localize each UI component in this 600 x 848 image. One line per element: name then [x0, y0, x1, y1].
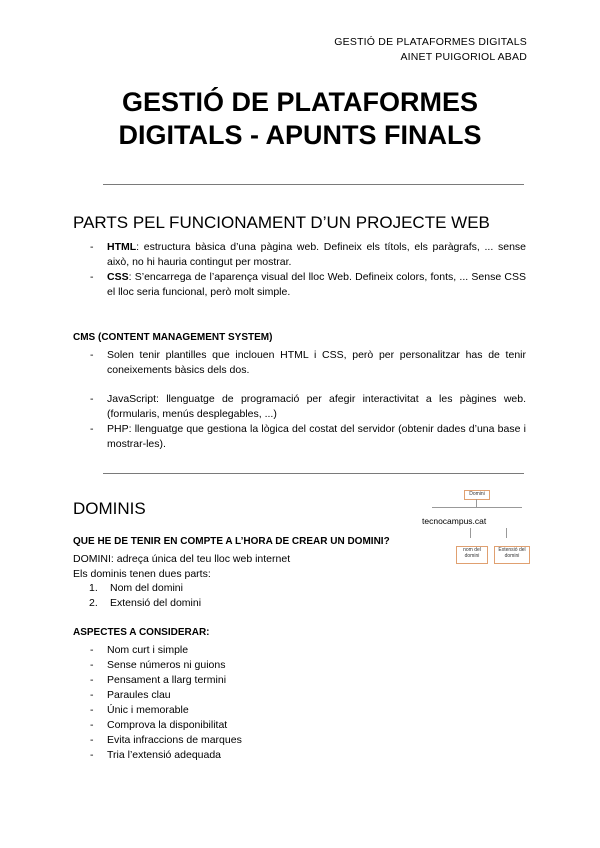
diagram-connector: [506, 528, 507, 538]
item-number: 2.: [89, 597, 98, 609]
section-heading-dominis: DOMINIS: [73, 499, 146, 518]
list-item: - JavaScript: llenguatge de programació per afegir interactivitat a les pàgines web. (formularis, menús desplegables, ...): [73, 392, 526, 422]
page-title: [0, 86, 600, 152]
domain-definition: DOMINI: adreça única del teu lloc web internet: [73, 553, 291, 565]
list-item: [73, 596, 201, 611]
subheading-question: QUE HE DE TENIR EN COMPTE A L’HORA DE CREAR UN DOMINI?: [73, 536, 390, 547]
list-item: - Únic i memorable: [73, 703, 373, 718]
list-item: - Tria l’extensió adequada: [73, 748, 373, 763]
header-course: GESTIÓ DE PLATAFORMES DIGITALS: [334, 36, 527, 48]
list-item: - Sense números ni guions: [73, 658, 373, 673]
domain-diagram: [420, 488, 532, 570]
header-author: AINET PUIGORIOL ABAD: [400, 51, 527, 63]
domain-parts-intro: Els dominis tenen dues parts:: [73, 568, 211, 580]
diagram-connector: [476, 499, 477, 507]
list-item: - Paraules clau: [73, 688, 373, 703]
list-item: - Solen tenir plantilles que inclouen HTML i CSS, però per personalitzar has de tenir coneixements bàsics dels dos.: [73, 348, 526, 378]
divider: [103, 184, 524, 185]
item-text: Nom del domini: [110, 582, 183, 594]
diagram-domain-example: tecnocampus.cat: [422, 516, 487, 526]
list-item: - Nom curt i simple: [73, 643, 373, 658]
item-text: : estructura bàsica d’una pàgina web. Defineix els títols, els paràgrafs, ... sense això, no hi hauria contingut per mostrar.: [107, 241, 526, 268]
diagram-connector: [470, 528, 471, 538]
section-heading-parts: PARTS PEL FUNCIONAMENT D’UN PROJECTE WEB: [73, 213, 490, 232]
list-item: - PHP: llenguatge que gestiona la lògica del costat del servidor (obtenir dades d’una base i mostrar-les).: [73, 422, 526, 452]
domain-parts-list: [73, 581, 201, 611]
cms-list-2: [73, 392, 526, 452]
parts-list: [73, 240, 526, 300]
list-item: - Evita infraccions de marques: [73, 733, 373, 748]
diagram-box-extensio: Extensió del domini: [494, 546, 530, 564]
aspects-list: [73, 643, 373, 763]
item-number: 1.: [89, 582, 98, 594]
divider: [103, 473, 524, 474]
diagram-connector: [432, 507, 522, 508]
diagram-box-domini: Domini: [464, 490, 490, 500]
subheading-aspects: ASPECTES A CONSIDERAR:: [73, 627, 210, 638]
list-item: - Pensament a llarg termini: [73, 673, 373, 688]
list-item: [73, 270, 526, 300]
term-css: CSS: [107, 271, 129, 283]
item-text: : S’encarrega de l’aparença visual del lloc Web. Defineix colors, fonts, ... Sense CSS el lloc seria funcional, però molt simple.: [107, 271, 526, 298]
title-line-2: DIGITALS - APUNTS FINALS: [118, 120, 482, 150]
list-item: - Comprova la disponibilitat: [73, 718, 373, 733]
item-text: Extensió del domini: [110, 597, 202, 609]
cms-list: [73, 348, 526, 378]
section-heading-cms: CMS (CONTENT MANAGEMENT SYSTEM): [73, 332, 273, 343]
list-item: [73, 240, 526, 270]
diagram-box-nom: nom del domini: [456, 546, 488, 564]
list-item: [73, 581, 201, 596]
term-html: HTML: [107, 241, 137, 253]
document-header: [334, 35, 527, 65]
title-line-1: GESTIÓ DE PLATAFORMES: [121, 87, 478, 117]
